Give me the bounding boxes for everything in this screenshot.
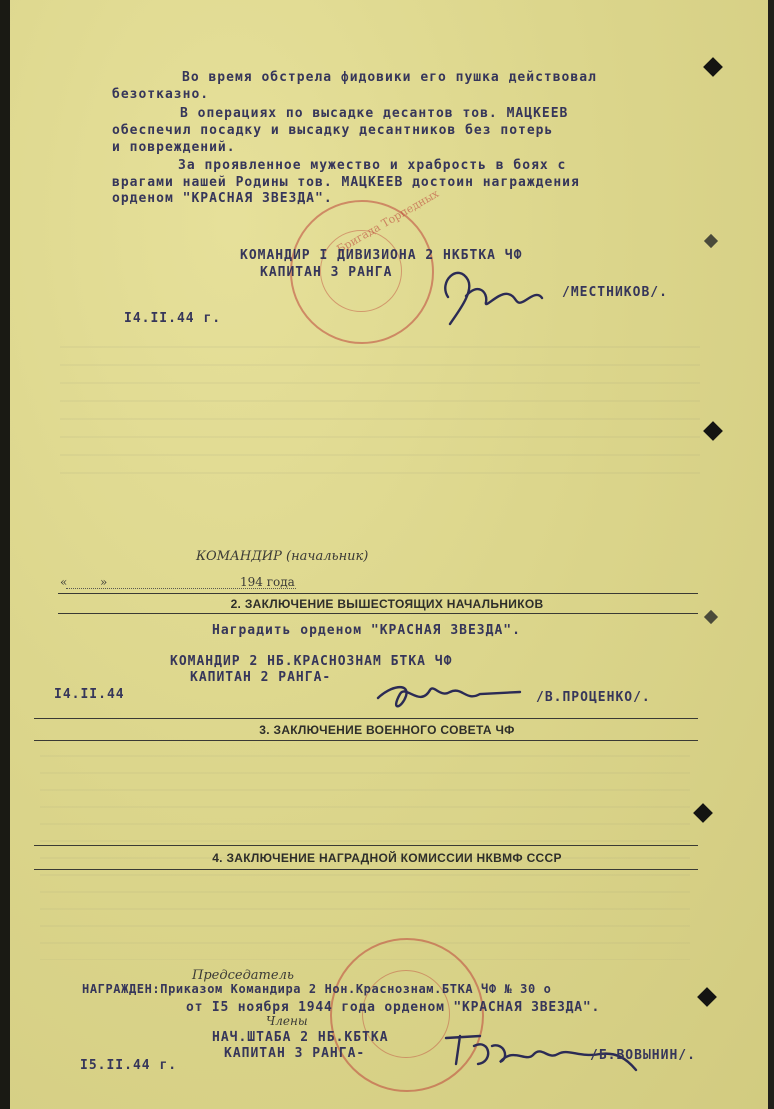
form-dotted-line: [66, 588, 296, 589]
punch-hole: [697, 987, 717, 1007]
signer-title: КОМАНДИР 2 НБ.КРАСНОЗНАМ БТКА ЧФ: [170, 654, 453, 669]
award-line: от I5 ноября 1944 года орденом "КРАСНАЯ ЗВЕЗДА".: [186, 1000, 601, 1015]
signer-rank: КАПИТАН 3 РАНГА: [260, 265, 393, 280]
section-2-header: 2. ЗАКЛЮЧЕНИЕ ВЫШЕСТОЯЩИХ НАЧАЛЬНИКОВ: [230, 597, 544, 611]
signer-title: НАЧ.ШТАБА 2 НБ.КБТКА: [212, 1030, 389, 1045]
divider: [34, 869, 698, 870]
handwritten-signature: [370, 668, 530, 718]
stamp-text: Бригада Торпедных: [334, 186, 442, 257]
bleed-through-text: [40, 740, 690, 960]
date-quote-close: »: [100, 575, 108, 589]
punch-hole: [703, 57, 723, 77]
punch-hole: [704, 234, 718, 248]
document-date: I5.II.44 г.: [80, 1058, 178, 1073]
signer-name: /МЕСТНИКОВ/.: [562, 285, 668, 300]
punch-hole: [693, 803, 713, 823]
section-4-header: 4. ЗАКЛЮЧЕНИЕ НАГРАДНОЙ КОМИССИИ НКВМФ СССР: [212, 851, 562, 865]
commander-label: КОМАНДИР (начальник): [196, 549, 369, 564]
bleed-through-text: [60, 330, 700, 480]
section-2-text: Наградить орденом "КРАСНАЯ ЗВЕЗДА".: [212, 623, 521, 638]
signer-rank: КАПИТАН 3 РАНГА-: [224, 1046, 366, 1061]
signer-rank: КАПИТАН 2 РАНГА-: [190, 670, 332, 685]
document-date: I4.II.44: [54, 687, 125, 702]
body-line: За проявленное мужество и храбрость в боях с: [178, 158, 567, 173]
divider: [34, 740, 698, 741]
body-line: врагами нашей Родины тов. МАЦКЕЕВ достоин награждения: [112, 175, 580, 190]
signer-title: КОМАНДИР I ДИВИЗИОНА 2 НКБТКА ЧФ: [240, 248, 523, 263]
document-date: I4.II.44 г.: [124, 311, 222, 326]
divider: [58, 613, 698, 614]
body-line: и повреждений.: [112, 140, 236, 155]
punch-hole: [704, 610, 718, 624]
member-label: Члены: [266, 1014, 308, 1028]
divider: [34, 845, 698, 846]
scan-edge-right: [768, 0, 774, 1109]
divider: [58, 593, 698, 594]
section-3-header: 3. ЗАКЛЮЧЕНИЕ ВОЕННОГО СОВЕТА ЧФ: [259, 723, 515, 737]
date-quote-open: «: [60, 575, 68, 589]
award-line: НАГРАЖДЕН:Приказом Командира 2 Нон.Краснознам.БТКА ЧФ № 30 о: [82, 982, 552, 996]
body-line: безотказно.: [112, 87, 210, 102]
punch-hole: [703, 421, 723, 441]
year-label: 194 года: [240, 575, 295, 589]
body-line: орденом "КРАСНАЯ ЗВЕЗДА".: [112, 191, 333, 206]
body-line: обеспечил посадку и высадку десантников без потерь: [112, 123, 554, 138]
signer-name: /В.ПРОЦЕНКО/.: [536, 690, 651, 705]
signer-name: /Б.ВОВЫНИН/.: [590, 1048, 696, 1063]
body-line: В операциях по высадке десантов тов. МАЦКЕЕВ: [180, 106, 569, 121]
scan-edge-left: [0, 0, 10, 1109]
body-line: Во время обстрела фидовики его пушка действовал: [182, 70, 597, 85]
divider: [34, 718, 698, 719]
handwritten-signature: [428, 252, 548, 332]
chairman-label: Председатель: [192, 968, 294, 983]
